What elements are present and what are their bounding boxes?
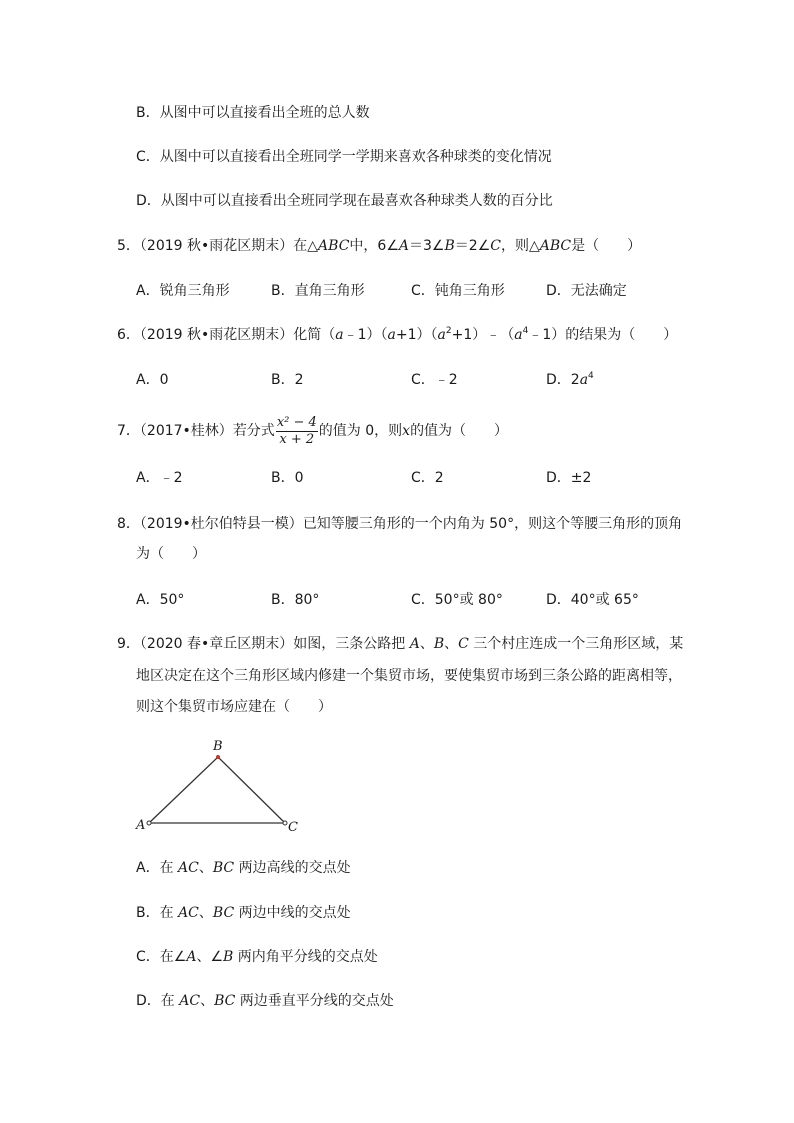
q5-option-c: C．钝角三角形 — [411, 283, 505, 299]
question-8: 8．（2019•杜尔伯特县一模）已知等腰三角形的一个内角为 50°，则这个等腰三角形的顶角 — [117, 516, 683, 532]
question-7: 7．（2017•桂林）若分式 $\frac{\text{x² − 4}}{x + 2}$ 的值为 0，则x的值为（ ） — [117, 414, 509, 447]
q8-option-a: A．50° — [136, 592, 185, 608]
question-9-line-3: 则这个集贸市场应建在（ ） — [136, 699, 332, 715]
fraction — [276, 415, 318, 448]
label-c: C — [288, 820, 298, 835]
question-number: 5． — [117, 238, 140, 254]
label-b: B — [213, 739, 223, 754]
question-9-line-2: 地区决定在这个三角形区域内修建一个集贸市场，要使集贸市场到三条公路的距离相等， — [136, 668, 682, 684]
question-source: （2020 春•章丘区期末） — [139, 636, 294, 652]
option-c-line: C．从图中可以直接看出全班同学一学期来喜欢各种球类的变化情况 — [136, 149, 552, 165]
question-9: 9．（2020 春•章丘区期末）如图，三条公路把 A、B、C 三个村庄连成一个三角形区域，某 — [117, 636, 684, 652]
q6-option-a: A．0 — [136, 372, 169, 388]
vertex-c-point — [283, 821, 287, 825]
option-d-line: D．从图中可以直接看出全班同学现在最喜欢各种球类人数的百分比 — [136, 193, 553, 209]
question-number: 6． — [117, 327, 140, 343]
label-a: A — [136, 818, 146, 833]
q6-option-d: D．$2a^4$ — [546, 371, 594, 388]
q5-option-b: B．直角三角形 — [271, 283, 365, 299]
question-source: （2017•桂林） — [139, 423, 233, 439]
q7-option-a: A．﹣2 — [136, 470, 183, 486]
question-8-continued: 为（ ） — [136, 546, 206, 562]
q9-option-a: A．在 AC、BC 两边高线的交点处 — [136, 860, 351, 876]
q5-option-d: D．无法确定 — [546, 283, 627, 299]
fraction-denominator: x + 2 — [279, 431, 315, 447]
q9-option-b: B．在 AC、BC 两边中线的交点处 — [136, 905, 351, 921]
vertex-a-point — [147, 821, 151, 825]
vertex-b-point — [216, 755, 220, 759]
question-6: 6．（2019 秋•雨花区期末）化简$(a﹣1)(a+1)(a^2+1)﹣(a^4﹣1)$的结果为（ ） — [117, 326, 678, 343]
q6-option-c: C．﹣2 — [411, 372, 458, 388]
q9-option-d: D．在 AC、BC 两边垂直平分线的交点处 — [136, 993, 394, 1009]
q5-option-a: A．锐角三角形 — [136, 283, 230, 299]
q7-option-d: D．±2 — [546, 470, 592, 486]
triangle-figure — [130, 732, 310, 836]
question-number: 7． — [117, 423, 140, 439]
triangle-shape — [149, 757, 285, 823]
q6-option-b: B．2 — [271, 372, 304, 388]
q9-option-c: C．在∠A、∠B 两内角平分线的交点处 — [136, 949, 378, 965]
question-source: （2019•杜尔伯特县一模） — [139, 516, 303, 532]
question-number: 9． — [117, 636, 140, 652]
question-5: 5．（2019 秋•雨花区期末）在△ABC中，6∠A＝3∠B＝2∠C，则△ABC是（ ） — [117, 238, 642, 254]
question-number: 8． — [117, 516, 140, 532]
q8-option-d: D．40°或 65° — [546, 592, 639, 608]
option-b-line: B．从图中可以直接看出全班的总人数 — [136, 105, 370, 121]
q8-option-c: C．50°或 80° — [411, 592, 503, 608]
fraction-numerator: x² − 4 — [276, 414, 317, 430]
q8-option-b: B．80° — [271, 592, 320, 608]
q7-option-b: B．0 — [271, 470, 304, 486]
q7-option-c: C．2 — [411, 470, 444, 486]
question-source: （2019 秋•雨花区期末） — [139, 238, 294, 254]
question-source: （2019 秋•雨花区期末） — [139, 327, 294, 343]
